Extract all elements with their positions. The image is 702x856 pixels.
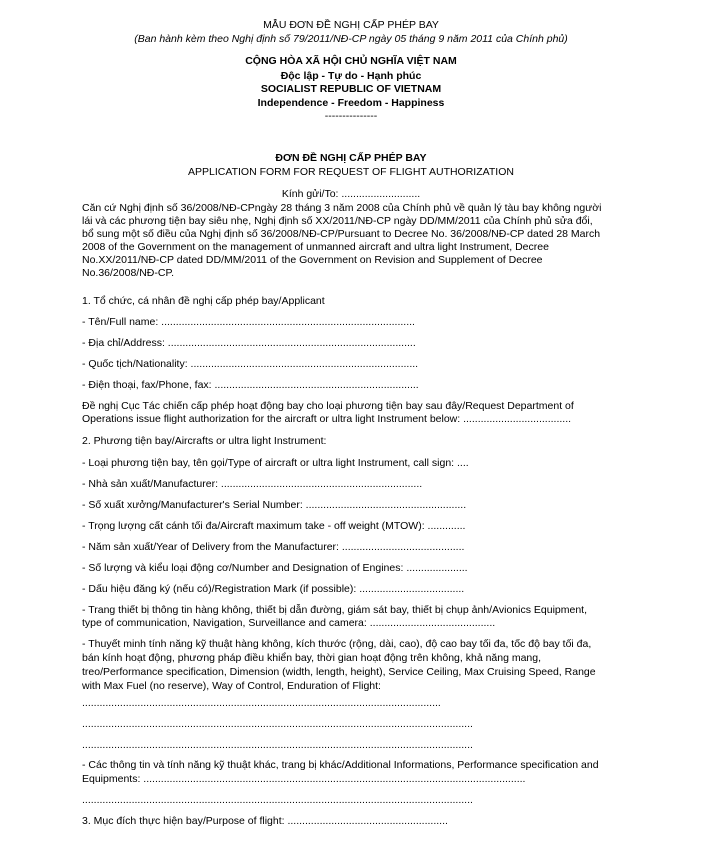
field-nationality: - Quốc tịch/Nationality: ..............................................................................	[82, 358, 419, 370]
section-2-heading: 2. Phương tiện bay/Aircrafts or ultra light Instrument:	[82, 435, 327, 447]
field-address: - Địa chỉ/Address: .....................................................................................	[82, 337, 416, 349]
section-1-heading: 1. Tổ chức, cá nhân đề nghị cấp phép bay/Applicant	[82, 295, 325, 307]
field-phone-fax: - Điện thoại, fax/Phone, fax: ......................................................................	[82, 379, 419, 391]
field-engines: - Số lượng và kiểu loại động cơ/Number and Designation of Engines: .....................	[82, 562, 468, 574]
avionics-line: - Trang thiết bị thông tin hàng không, thiết bị dẫn đường, giám sát bay, thiết bị chụp ảnh/Avionics Equipment,	[82, 604, 588, 616]
intro-line: No.36/2008/NĐ-CP.	[82, 267, 175, 279]
additional-info-line: - Các thông tin và tính năng kỹ thuật khác, trang bị khác/Additional Informations, Performance specification and	[82, 759, 599, 771]
request-line: Operations issue flight authorization for the aircraft or ultra light Instrument below: .....................................	[82, 413, 572, 425]
field-serial-number: - Số xuất xưởng/Manufacturer's Serial Number: .......................................................	[82, 499, 467, 511]
spec-line: with Max Fuel (no reserve), Way of Control, Enduration of Flight:	[82, 680, 381, 692]
spec-line: bán kính hoạt động, phương pháp điều khiển bay, thời gian hoạt động trên không, khả năng mang,	[82, 652, 542, 664]
request-line: Đề nghị Cục Tác chiến cấp phép hoạt động bay cho loại phương tiện bay sau đây/Request Department of	[82, 400, 574, 412]
blank-dotted-line: ...........................................................................................................................	[82, 697, 441, 709]
document-title-vn: ĐƠN ĐỀ NGHỊ CẤP PHÉP BAY	[275, 152, 427, 164]
intro-paragraph	[82, 202, 618, 280]
section-3-heading: 3. Mục đích thực hiện bay/Purpose of flight: .......................................................	[82, 815, 448, 827]
motto-en: Independence - Freedom - Happiness	[257, 97, 445, 109]
field-aircraft-type: - Loại phương tiện bay, tên gọi/Type of aircraft or ultra light Instrument, call sign: ....	[82, 457, 469, 469]
intro-line: Căn cứ Nghị định số 36/2008/NĐ-CPngày 28 tháng 3 năm 2008 của Chính phủ về quản lý tàu bay không người	[82, 202, 602, 214]
country-name-vn: CỘNG HÒA XÃ HỘI CHỦ NGHĨA VIỆT NAM	[245, 55, 457, 67]
blank-dotted-line: ......................................................................................................................................	[82, 718, 473, 730]
spec-line: treo/Performance specification, Dimension (width, length, height), Service Ceiling, Max Cruising Speed, Range	[82, 666, 596, 678]
intro-line: No.XX/2011/NĐ-CP dated DD/MM/2011 of the Government on Revision and Supplement of Decree	[82, 254, 543, 266]
addressee-line: Kính gửi/To: ...........................	[281, 188, 421, 200]
field-registration-mark: - Dấu hiệu đăng ký (nếu có)/Registration Mark (if possible): ....................................	[82, 583, 465, 595]
form-title: MẪU ĐƠN ĐỀ NGHỊ CẤP PHÉP BAY	[263, 19, 439, 31]
country-name-en: SOCIALIST REPUBLIC OF VIETNAM	[260, 83, 442, 95]
blank-dotted-line: ......................................................................................................................................	[82, 794, 473, 806]
blank-dotted-line: ......................................................................................................................................	[82, 739, 473, 751]
motto-vn: Độc lập - Tự do - Hạnh phúc	[280, 70, 422, 82]
document-title-en: APPLICATION FORM FOR REQUEST OF FLIGHT AUTHORIZATION	[188, 166, 514, 178]
spec-line: - Thuyết minh tính năng kỹ thuật hàng không, kích thước (rộng, dài, cao), độ cao bay tối đa, tốc độ bay tối đa,	[82, 638, 592, 650]
intro-line: bổ sung một số điều của Nghị định số 36/2008/NĐ-CP/Pursuant to Decree No. 36/2008/NĐ-CP dated 28 March	[82, 228, 601, 240]
header-divider: ---------------	[324, 110, 378, 122]
field-full-name: - Tên/Full name: .......................................................................................	[82, 316, 415, 328]
form-subtitle: (Ban hành kèm theo Nghị định số 79/2011/NĐ-CP ngày 05 tháng 9 năm 2011 của Chính phủ)	[134, 33, 568, 45]
intro-line: 2008 of the Government on the management of unmanned aircraft and ultra light Instrument, Decree	[82, 241, 549, 253]
additional-info-line: Equipments: ...................................................................................................................................	[82, 773, 526, 785]
intro-line: lái và các phương tiện bay siêu nhẹ, Nghị định số XX/2011/NĐ-CP ngày DD/MM/2011 của Chính phủ sửa đổi,	[82, 215, 593, 227]
field-year-of-delivery: - Năm sản xuất/Year of Delivery from the Manufacturer: ..........................................	[82, 541, 465, 553]
avionics-line: type of communication, Navigation, Surveillance and camera: ...........................................	[82, 617, 496, 629]
field-manufacturer: - Nhà sản xuất/Manufacturer: .....................................................................	[82, 478, 423, 490]
field-mtow: - Trọng lượng cất cánh tối đa/Aircraft maximum take - off weight (MTOW): .............	[82, 520, 466, 532]
